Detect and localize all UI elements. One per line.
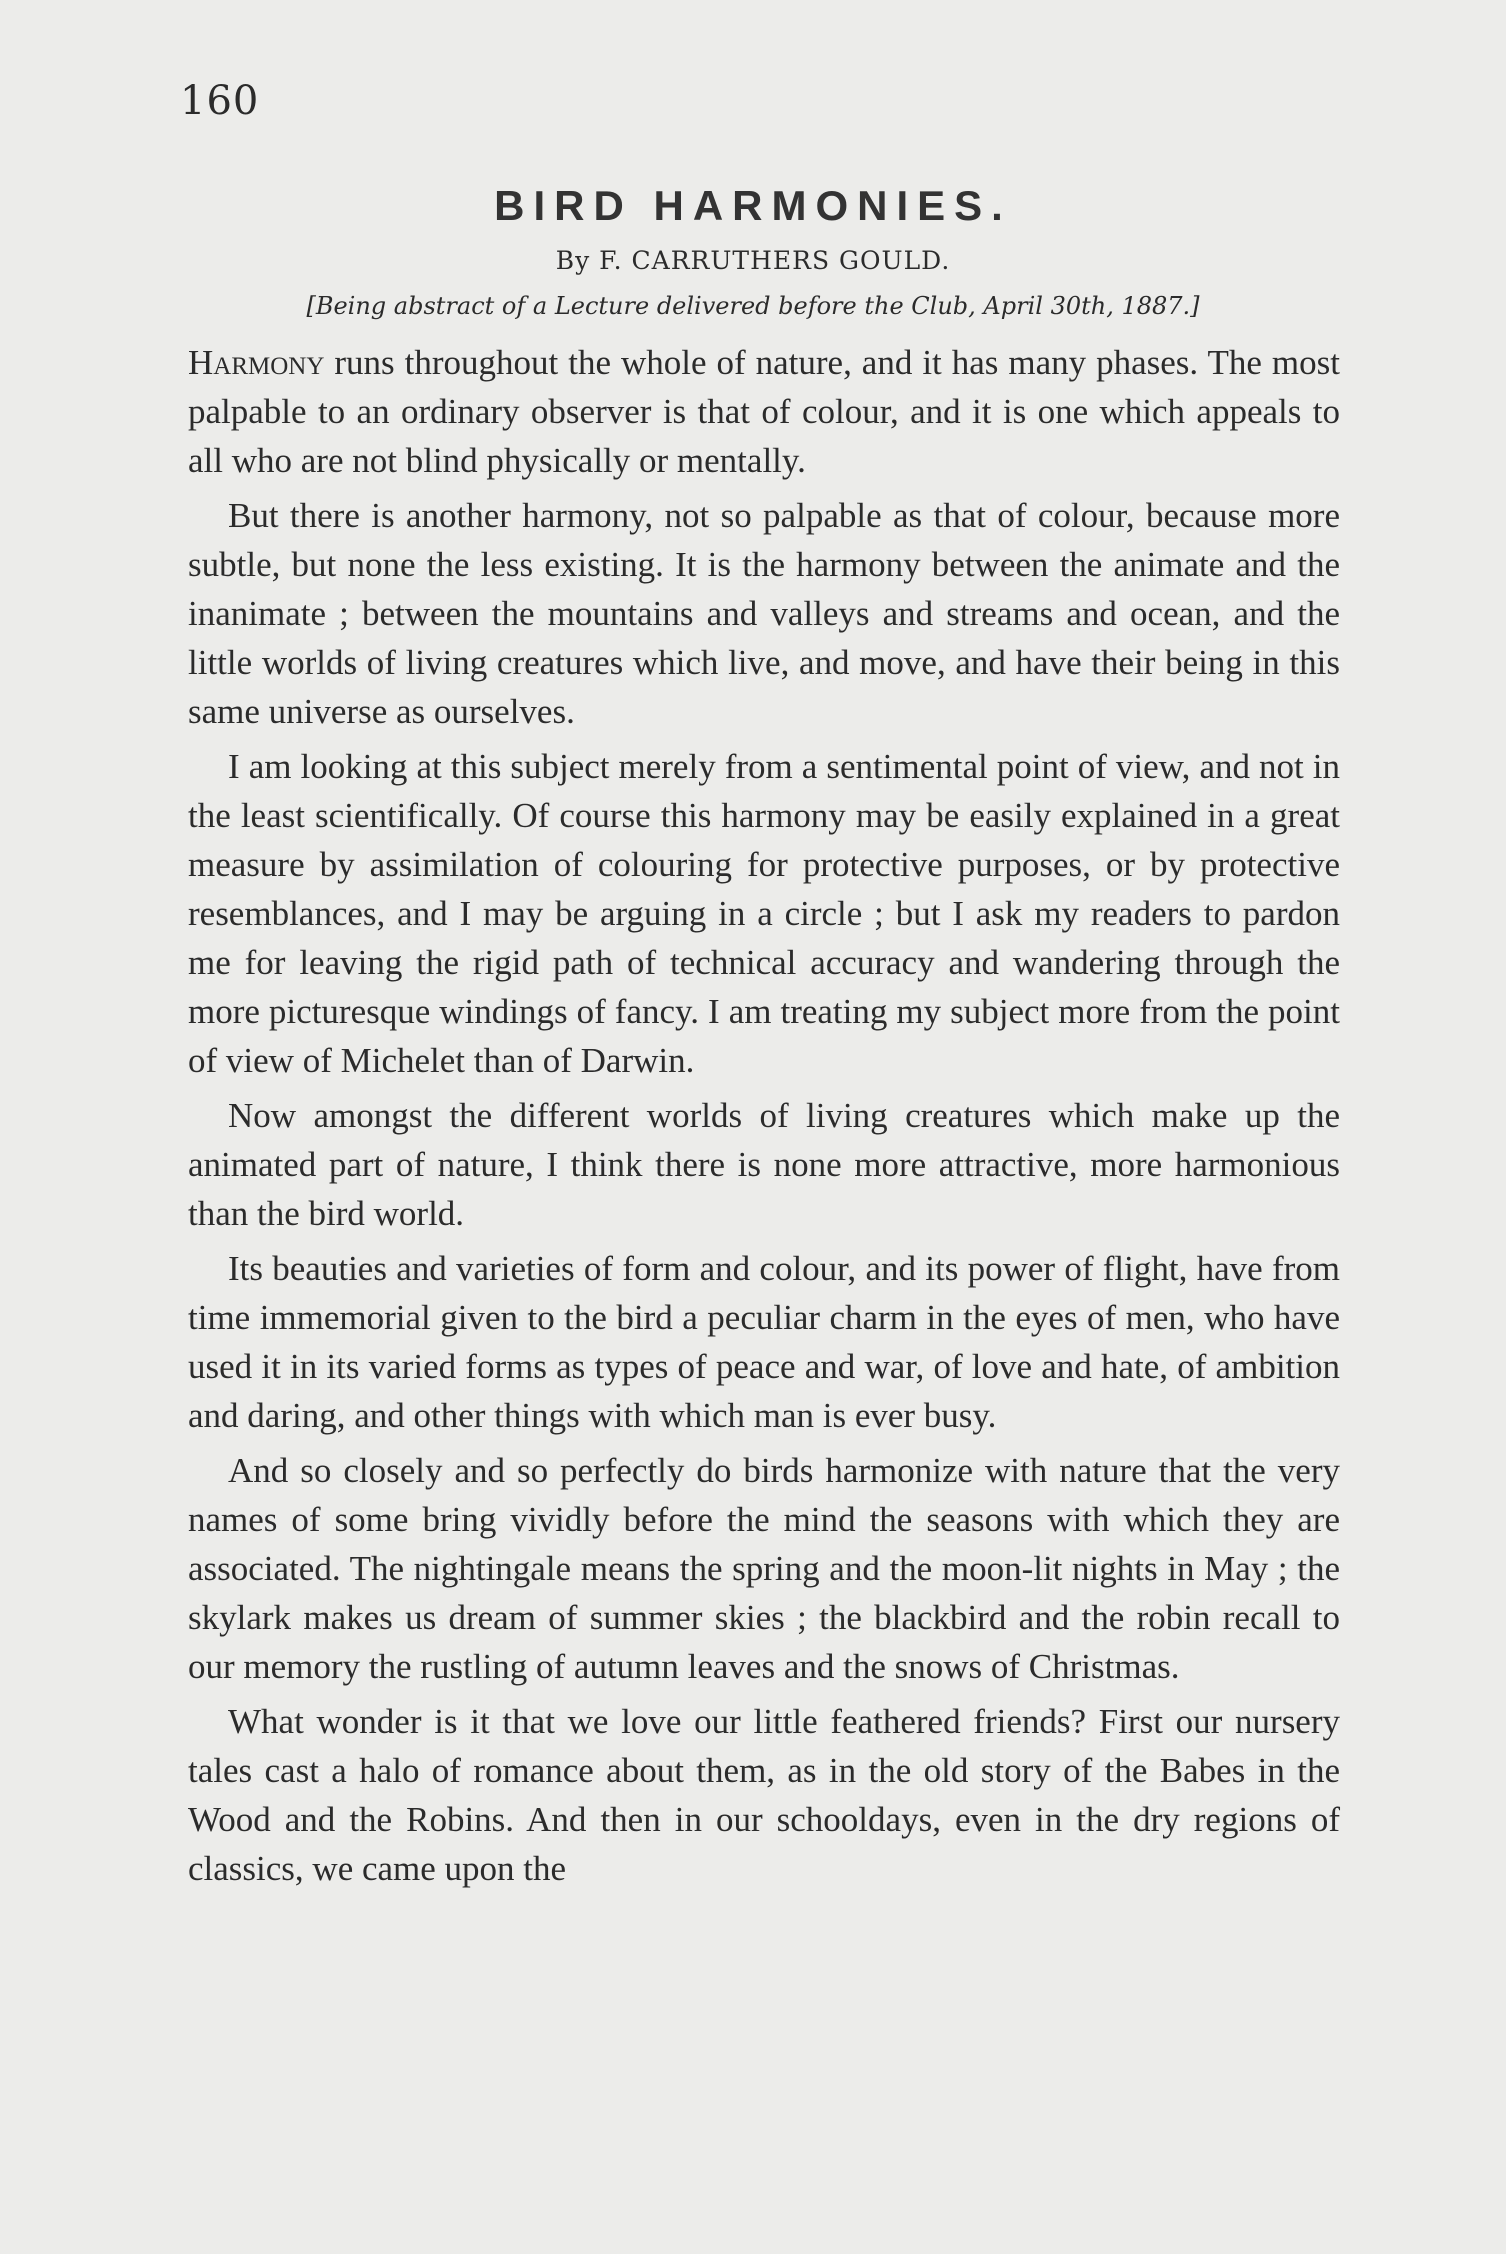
paragraph: But there is another harmony, not so palpable as that of colour, because more subtle, but none the less existing. It is the harmony between the animate and the inanimate ; between the mountains and valleys and streams and ocean, and the little worlds of living creatures which live, and move, and have their being in this same universe as ourselves. (188, 496, 1340, 731)
paragraph: Now amongst the different worlds of living creatures which make up the animated part of nature, I think there is none more attractive, more harmonious than the bird world. (188, 1096, 1340, 1233)
lead-word: Harmony (188, 343, 325, 382)
abstract-note: [Being abstract of a Lecture delivered before the Club, April 30th, 1887.] (306, 292, 1200, 320)
paragraph-text: runs throughout the whole of nature, and it has many phases. The most palpable to an ordinary observer is that of colour, and it is one which appeals to all who are not blind physically or mentally. (188, 343, 1340, 480)
paragraph: And so closely and so perfectly do birds harmonize with nature that the very names of some bring vividly before the mind the seasons with which they are associated. The nightingale means the spring and the moon-lit nights in May ; the skylark makes us dream of summer skies ; the blackbird and the robin recall to our memory the rustling of autumn leaves and the snows of Christmas. (188, 1451, 1340, 1686)
author-byline: By F. CARRUTHERS GOULD. (555, 246, 951, 275)
paragraph: What wonder is it that we love our little feathered friends? First our nursery tales cast a halo of romance about them, as in the old story of the Babes in the Wood and the Robins. And then in our schooldays, even in the dry regions of classics, we came upon the (188, 1702, 1340, 1888)
article-title: BIRD HARMONIES. (494, 182, 1012, 229)
paragraph: I am looking at this subject merely from a sentimental point of view, and not in the least scientifically. Of course this harmony may be easily explained in a great measure by assimilation of colouring for protective purposes, or by protective resemblances, and I may be arguing in a circle ; but I ask my readers to pardon me for leaving the rigid path of technical accuracy and wandering through the more picturesque windings of fancy. I am treating my subject more from the point of view of Michelet than of Darwin. (188, 747, 1340, 1080)
paragraph (188, 338, 1340, 485)
article-body (188, 338, 1340, 1899)
paragraph: Its beauties and varieties of form and colour, and its power of flight, have from time immemorial given to the bird a peculiar charm in the eyes of men, who have used it in its varied forms as types of peace and war, of love and hate, of ambition and daring, and other things with which man is ever busy. (188, 1249, 1340, 1435)
page-number: 160 (180, 78, 260, 124)
